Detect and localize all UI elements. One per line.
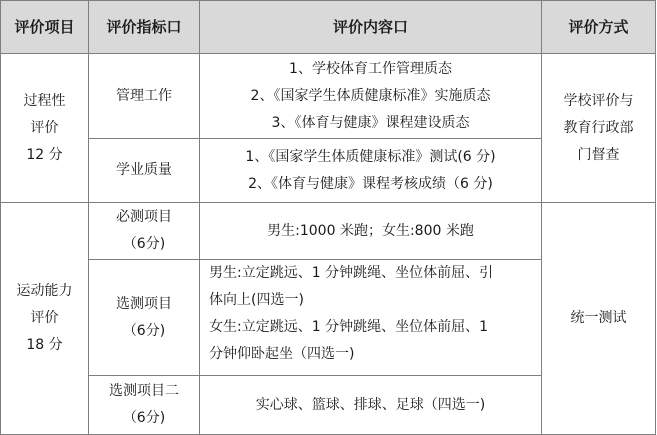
header-method: 评价方式 (542, 1, 655, 53)
indicator-score: （6分) (122, 322, 166, 339)
indicator-label: 必测项目 (116, 209, 172, 225)
indicator-label: 选测项目 (116, 295, 172, 312)
content-line: 1、《国家学生体质健康标准》测试(6 分) (245, 148, 496, 165)
content-line: 2、《国家学生体质健康标准》实施质态 (250, 87, 491, 104)
content-line: 2、《体育与健康》课程考核成绩（6 分) (248, 175, 493, 192)
column-divider (541, 0, 542, 435)
group-divider (0, 202, 656, 203)
column-divider (88, 0, 89, 435)
group-score: 18 分 (26, 337, 63, 353)
indicator-elective-test-two (89, 376, 199, 434)
content-line: 3、《体育与健康》课程建设质态 (271, 114, 470, 131)
table-border-right (655, 0, 656, 435)
content-line: 1、学校体育工作管理质态 (289, 60, 452, 77)
group-score: 12 分 (26, 146, 63, 163)
method-group1 (542, 54, 655, 202)
indicator-score: （6分) (122, 236, 166, 252)
content-academic-quality (200, 139, 541, 202)
content-elective-test-two: 实心球、篮球、排球、足球（四选一) (255, 396, 486, 413)
row-divider (88, 138, 541, 139)
content-line: 体向上(四选一) (209, 292, 304, 308)
content-line: 女生:立定跳远、1 分钟跳绳、坐位体前屈、1 (209, 319, 488, 335)
column-divider (199, 0, 200, 435)
content-line: 分钟仰卧起坐（四选一) (209, 346, 355, 362)
group-name-line: 过程性 (23, 92, 66, 109)
header-indicator: 评价指标口 (89, 1, 199, 53)
content-line: 男生:立定跳远、1 分钟跳绳、坐位体前屈、引 (209, 265, 494, 281)
group-name-line: 评价 (30, 310, 59, 326)
content-elective-test (200, 260, 541, 375)
header-content: 评价内容口 (200, 1, 541, 53)
group-name-line: 运动能力 (16, 283, 73, 299)
header-divider (0, 53, 656, 54)
table-border-top (0, 0, 656, 1)
group-sports-ability (1, 203, 88, 434)
indicator-score: （6分) (122, 410, 166, 426)
content-management (200, 54, 541, 138)
header-project: 评价项目 (1, 1, 88, 53)
content-required-test: 男生:1000 米跑；女生:800 米跑 (267, 222, 474, 239)
method-line: 门督查 (577, 146, 620, 163)
indicator-elective-test (89, 260, 199, 375)
row-divider (88, 375, 541, 376)
group-name-line: 评价 (30, 119, 59, 136)
method-line: 学校评价与 (563, 92, 634, 109)
table-border-left (0, 0, 1, 435)
method-group2: 统一测试 (570, 310, 627, 326)
method-line: 教育行政部 (563, 119, 634, 136)
indicator-academic-quality: 学业质量 (116, 162, 172, 178)
group-process-evaluation (1, 54, 88, 202)
indicator-label: 选测项目二 (109, 383, 179, 399)
indicator-required-test (89, 203, 199, 259)
row-divider (88, 259, 541, 260)
indicator-management: 管理工作 (116, 87, 172, 104)
